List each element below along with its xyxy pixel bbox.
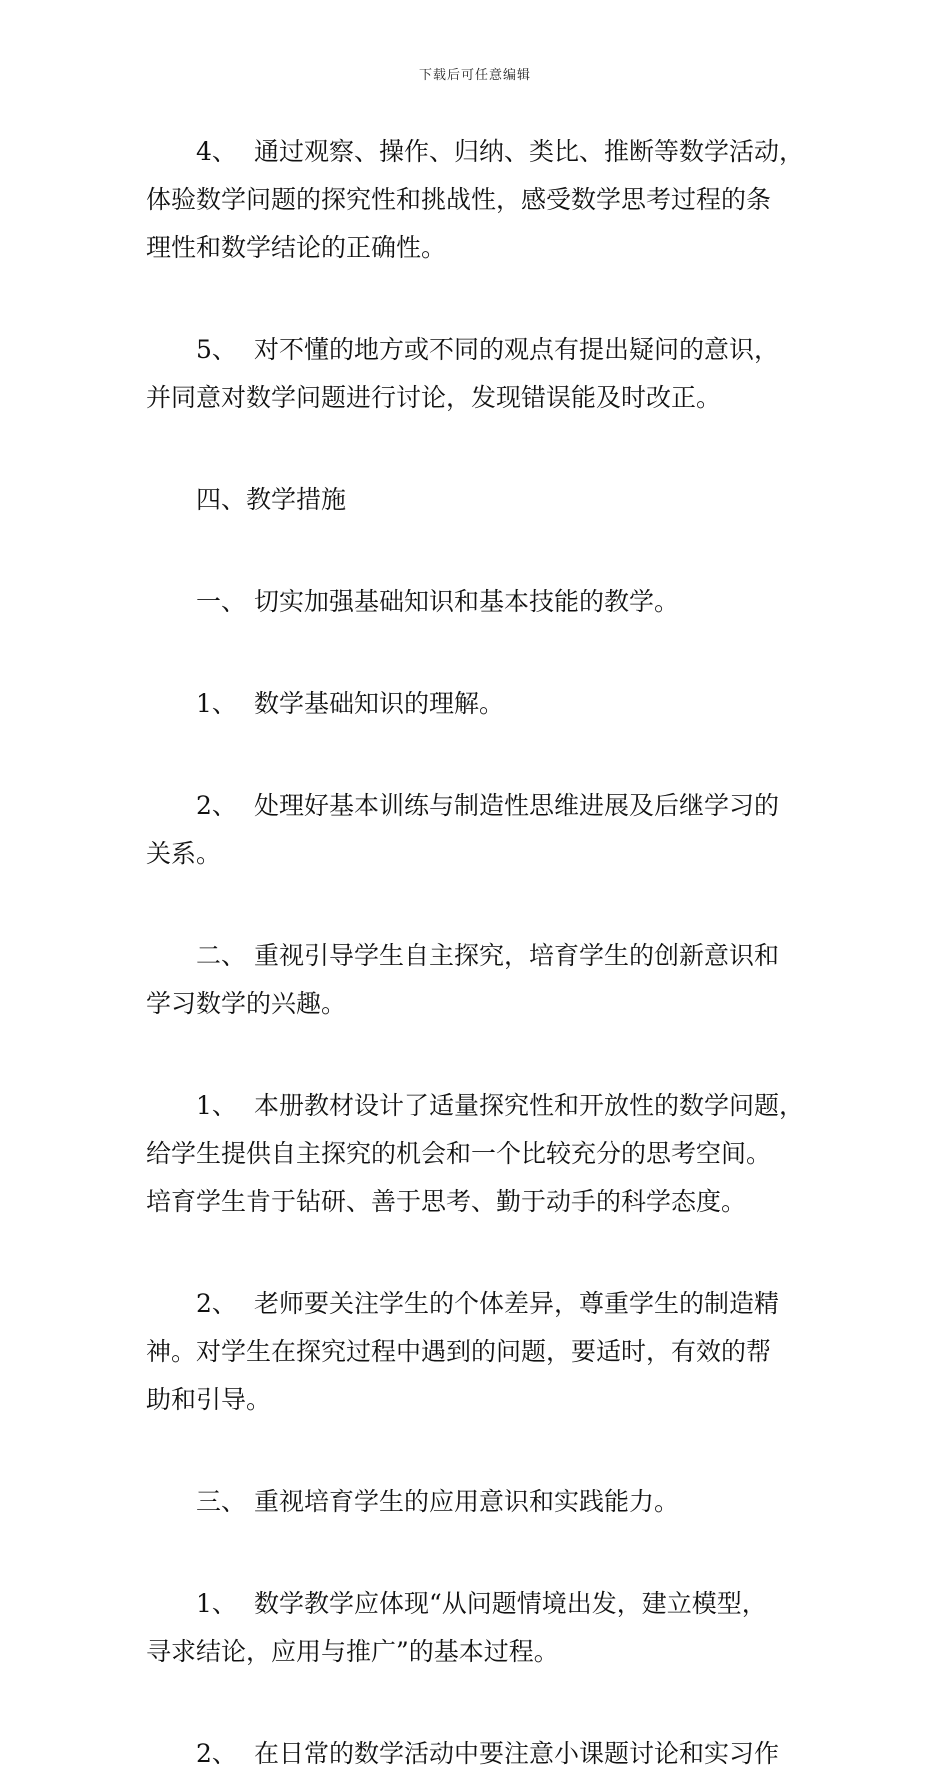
paragraph-line	[146, 1478, 816, 1526]
line-text: 通过观察、操作、归纳、类比、推断等数学活动，	[254, 137, 805, 166]
line-text: 切实加强基础知识和基本技能的教学。	[254, 587, 680, 616]
line-text: 老师要关注学生的个体差异，尊重学生的制造精	[254, 1289, 780, 1318]
section-heading	[146, 476, 816, 524]
paragraph-line: 助和引导。	[146, 1385, 272, 1414]
paragraph	[146, 1478, 816, 1526]
list-marker: 2、	[196, 791, 237, 820]
line-text: 本册教材设计了适量探究性和开放性的数学问题，	[254, 1091, 805, 1120]
paragraph-line	[146, 578, 816, 626]
page-header: 下载后可任意编辑	[418, 68, 531, 83]
line-text: 数学教学应体现“从问题情境出发，建立模型，	[254, 1589, 767, 1618]
line-text: 对不懂的地方或不同的观点有提出疑问的意识，	[254, 335, 780, 364]
list-marker: 1、	[196, 1091, 237, 1120]
paragraph-line: 学习数学的兴趣。	[146, 989, 347, 1018]
list-marker: 三、	[196, 1487, 247, 1516]
paragraph-line: 理性和数学结论的正确性。	[146, 233, 447, 262]
paragraph	[146, 1082, 816, 1226]
paragraph-line	[146, 1580, 816, 1628]
line-text: 在日常的数学活动中要注意小课题讨论和实习作	[254, 1739, 780, 1768]
paragraph	[146, 680, 816, 728]
paragraph-line	[146, 1730, 816, 1778]
paragraph	[146, 932, 816, 1028]
paragraph-line: 关系。	[146, 839, 222, 868]
paragraph-line	[146, 782, 816, 830]
paragraph	[146, 782, 816, 878]
list-marker: 5、	[196, 335, 237, 364]
paragraph-line: 四、教学措施	[196, 485, 347, 514]
paragraph	[146, 1280, 816, 1424]
paragraph	[146, 326, 816, 422]
paragraph	[146, 128, 816, 272]
paragraph-line: 体验数学问题的探究性和挑战性，感受数学思考过程的条	[146, 185, 772, 214]
paragraph	[146, 1730, 816, 1778]
paragraph-line	[146, 1280, 816, 1328]
paragraph-line	[146, 326, 816, 374]
list-marker: 二、	[196, 941, 247, 970]
paragraph-line	[146, 1082, 816, 1130]
paragraph-line: 并同意对数学问题进行讨论，发现错误能及时改正。	[146, 383, 722, 412]
paragraph-line	[146, 932, 816, 980]
paragraph	[146, 1580, 816, 1676]
paragraph	[146, 578, 816, 626]
document-body	[146, 128, 816, 1778]
list-marker: 1、	[196, 689, 237, 718]
line-text: 重视培育学生的应用意识和实践能力。	[254, 1487, 680, 1516]
list-marker: 一、	[196, 587, 247, 616]
paragraph-line: 给学生提供自主探究的机会和一个比较充分的思考空间。	[146, 1139, 772, 1168]
list-marker: 2、	[196, 1289, 237, 1318]
line-text: 数学基础知识的理解。	[254, 689, 505, 718]
list-marker: 4、	[196, 137, 237, 166]
paragraph-line: 寻求结论，应用与推广”的基本过程。	[146, 1637, 559, 1666]
line-text: 处理好基本训练与制造性思维进展及后继学习的	[254, 791, 780, 820]
paragraph-line: 神。对学生在探究过程中遇到的问题，要适时，有效的帮	[146, 1337, 772, 1366]
paragraph-line: 培育学生肯于钻研、善于思考、勤于动手的科学态度。	[146, 1187, 747, 1216]
list-marker: 1、	[196, 1589, 237, 1618]
line-text: 重视引导学生自主探究，培育学生的创新意识和	[254, 941, 780, 970]
paragraph-line	[146, 128, 816, 176]
paragraph-line	[146, 680, 816, 728]
list-marker: 2、	[196, 1739, 237, 1768]
